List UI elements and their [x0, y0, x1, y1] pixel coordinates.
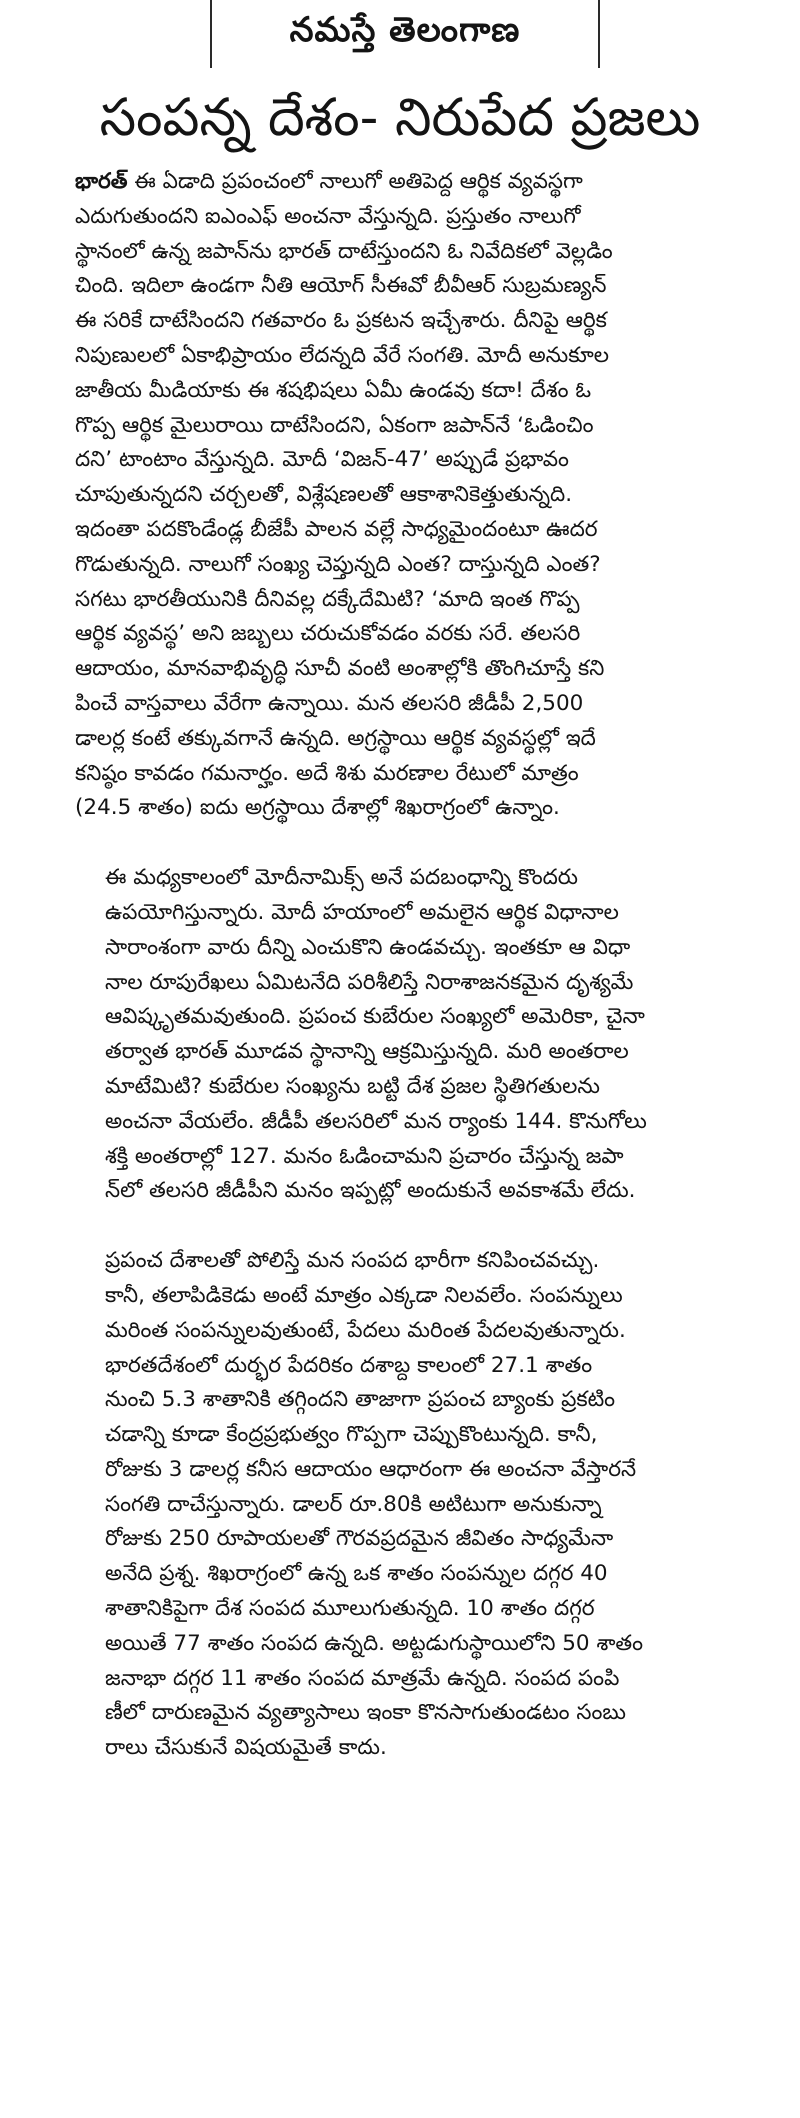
- line-text: మరింత సంపన్నులవుతుంటే, పేదలు మరింత పేదలవుతున్నారు.: [105, 1317, 626, 1343]
- line-text: రోజుకు 250 రూపాయలతో గౌరవప్రదమైన జీవితం సాధ్యమేనా: [105, 1526, 614, 1552]
- line-text: సంగతి దాచేస్తున్నారు. డాలర్ రూ.80కి అటిటుగా అనుకున్నా: [105, 1491, 602, 1517]
- line-text: దని’ టాంటాం వేస్తున్నది. మోదీ ‘విజన్-47’ అప్పుడే ప్రభావం: [75, 447, 569, 473]
- text-line: [75, 1592, 765, 1627]
- line-text: సారాంశంగా వారు దీన్ని ఎంచుకొని ఉండవచ్చు. ఇంతకూ ఆ విధా: [105, 934, 631, 960]
- line-text: ఆదాయం, మానవాభివృద్ధి సూచీ వంటి అంశాల్లోకి తొంగిచూస్తే కని: [75, 656, 605, 682]
- paragraph-3: [75, 1244, 765, 1766]
- line-text: న్‌లో తలసరి జీడీపీని మనం ఇప్పట్లో అందుకునే అవకాశమే లేదు.: [105, 1178, 636, 1204]
- text-line: [75, 513, 765, 548]
- text-line: [75, 1349, 765, 1384]
- line-text: కనిష్ఠం కావడం గమనార్హం. అదే శిశు మరణాల రేటులో మాత్రం: [75, 760, 579, 786]
- text-line: [75, 1453, 765, 1488]
- line-text: చూపుతున్నదని చర్చలతో, విశ్లేషణలతో ఆకాశానికెత్తుతున్నది.: [75, 482, 573, 508]
- line-text: జనాభా దగ్గర 11 శాతం సంపద మాత్రమే ఉన్నది. సంపద పంపి: [105, 1665, 620, 1691]
- text-line: [75, 896, 765, 931]
- line-text: రోజుకు 3 డాలర్ల కనీస ఆదాయం ఆధారంగా ఈ అంచనా వేస్తారనే: [105, 1456, 637, 1482]
- line-text: ఇదంతా పదకొండేండ్ల బీజేపీ పాలన వల్లే సాధ్యమైందంటూ ఊదర: [75, 516, 598, 542]
- text-line: [75, 374, 765, 409]
- line-text: ఈ ఏడాది ప్రపంచంలో నాలుగో అతిపెద్ద ఆర్థిక వ్యవస్థగా: [127, 169, 583, 194]
- text-line: [75, 443, 765, 478]
- text-line: [75, 1383, 765, 1418]
- line-text: ప్రపంచ దేశాలతో పోలిస్తే మన సంపద భారీగా కనిపించవచ్చు.: [105, 1248, 600, 1274]
- text-line: [75, 165, 765, 200]
- line-text: పించే వాస్తవాలు వేరేగా ఉన్నాయి. మన తలసరి జీడీపీ 2,500: [75, 690, 584, 716]
- text-line: [75, 1070, 765, 1105]
- line-text: కానీ, తలాపిడికెడు అంటే మాత్రం ఎక్కడా నిలవలేం. సంపన్నులు: [105, 1282, 623, 1308]
- text-line: [75, 339, 765, 374]
- text-line: [75, 757, 765, 792]
- newspaper-masthead: [210, 0, 600, 68]
- text-line: [75, 1174, 765, 1209]
- text-line: [75, 966, 765, 1001]
- text-line: [75, 1418, 765, 1453]
- line-text: చింది. ఇదిలా ఉండగా నీతి ఆయోగ్ సీఈవో బీవీఆర్ సుబ్రమణ్యన్: [75, 273, 607, 299]
- text-line: [75, 1557, 765, 1592]
- paragraph-2: [75, 861, 765, 1209]
- text-line: [75, 1314, 765, 1349]
- line-text: నుంచి 5.3 శాతానికి తగ్గిందని తాజాగా ప్రపంచ బ్యాంకు ప్రకటిం: [105, 1387, 616, 1413]
- text-line: [75, 652, 765, 687]
- line-text: రాలు చేసుకునే విషయమైతే కాదు.: [105, 1735, 387, 1761]
- text-line: [75, 1696, 765, 1731]
- text-line: [75, 1035, 765, 1070]
- text-line: [75, 861, 765, 896]
- lead-word: భారత్: [75, 169, 128, 194]
- text-line: [75, 1000, 765, 1035]
- text-line: [75, 1731, 765, 1766]
- line-text: ఈ సరికే దాటేసిందని గతవారం ఓ ప్రకటన ఇచ్చేశారు. దీనిపై ఆర్థిక: [75, 308, 607, 334]
- line-text: నాల రూపురేఖలు ఏమిటనేది పరిశీలిస్తే నిరాశాజనకమైన దృశ్యమే: [105, 969, 634, 995]
- line-text: జాతీయ మీడియాకు ఈ శషభిషలు ఏమీ ఉండవు కదా! దేశం ఓ: [75, 377, 592, 403]
- line-text: తర్వాత భారత్ మూడవ స్థానాన్ని ఆక్రమిస్తున్నది. మరి అంతరాల: [105, 1039, 629, 1065]
- text-line: [75, 1244, 765, 1279]
- line-text: ఎదుగుతుందని ఐఎంఎఫ్ అంచనా వేస్తున్నది. ప్రస్తుతం నాలుగో: [75, 203, 581, 229]
- text-line: [75, 409, 765, 444]
- text-line: [75, 1522, 765, 1557]
- text-line: [75, 791, 765, 826]
- text-line: [75, 1140, 765, 1175]
- text-line: [75, 931, 765, 966]
- text-line: [75, 687, 765, 722]
- text-line: [75, 1627, 765, 1662]
- text-line: [75, 304, 765, 339]
- line-text: నిపుణులలో ఏకాభిప్రాయం లేదన్నది వేరే సంగతి. మోదీ అనుకూల: [75, 342, 610, 368]
- line-text: అయితే 77 శాతం సంపద ఉన్నది. అట్టడుగుస్థాయిలోని 50 శాతం: [105, 1630, 644, 1656]
- text-line: [75, 583, 765, 618]
- paragraph-1: [75, 165, 765, 826]
- line-text: అంచనా వేయలేం. జీడీపీ తలసరిలో మన ర్యాంకు 144. కొనుగోలు: [105, 1108, 647, 1134]
- text-line: [75, 1279, 765, 1314]
- line-text: సగటు భారతీయునికి దీనివల్ల దక్కేదేమిటి? ‘మాది ఇంత గొప్ప: [75, 586, 580, 612]
- line-text: ఈ మధ్యకాలంలో మోదీనామిక్స్ అనే పదబంధాన్ని కొందరు: [105, 865, 578, 891]
- article-headline: సంపన్న దేశం- నిరుపేద ప్రజలు: [99, 88, 701, 148]
- line-text: ణీలో దారుణమైన వ్యత్యాసాలు ఇంకా కొనసాగుతుండటం సంబు: [105, 1700, 626, 1726]
- line-text: డాలర్ల కంటే తక్కువగానే ఉన్నది. అగ్రస్థాయి ఆర్థిక వ్యవస్థల్లో ఇదే: [75, 725, 596, 751]
- line-text: గొప్ప ఆర్థిక మైలురాయి దాటేసిందని, ఏకంగా జపాన్‌నే ‘ఓడించిం: [75, 412, 594, 438]
- line-text: ఆవిష్కృతమవుతుంది. ప్రపంచ కుబేరుల సంఖ్యలో అమెరికా, చైనా: [105, 1004, 645, 1030]
- line-text: స్థానంలో ఉన్న జపాన్‌ను భారత్ దాటేస్తుందని ఓ నివేదికలో వెల్లడిం: [75, 238, 613, 264]
- line-text: శక్తి అంతరాల్లో 127. మనం ఓడించామని ప్రచారం చేస్తున్న జపా: [105, 1143, 624, 1169]
- text-line: [75, 235, 765, 270]
- text-line: [75, 478, 765, 513]
- text-line: [75, 200, 765, 235]
- text-line: [75, 617, 765, 652]
- text-line: [75, 1105, 765, 1140]
- text-line: [75, 548, 765, 583]
- text-line: [75, 722, 765, 757]
- text-line: [75, 1488, 765, 1523]
- text-line: [75, 269, 765, 304]
- article-body: [75, 165, 765, 1766]
- line-text: చడాన్ని కూడా కేంద్రప్రభుత్వం గొప్పగా చెప్పుకొంటున్నది. కానీ,: [105, 1422, 598, 1448]
- masthead-title: నమస్తే తెలంగాణ: [289, 10, 521, 50]
- line-text: శాతానికిపైగా దేశ సంపద మూలుగుతున్నది. 10 శాతం దగ్గర: [105, 1596, 595, 1622]
- line-text: (24.5 శాతం) ఐదు అగ్రస్థాయి దేశాల్లో శిఖరాగ్రంలో ఉన్నాం.: [75, 795, 560, 821]
- line-text: భారతదేశంలో దుర్భర పేదరికం దశాబ్ద కాలంలో 27.1 శాతం: [105, 1352, 593, 1378]
- line-text: మాటేమిటి? కుబేరుల సంఖ్యను బట్టి దేశ ప్రజల స్థితిగతులను: [105, 1073, 600, 1099]
- line-text: ఆర్థిక వ్యవస్థ’ అని జబ్బలు చరుచుకోవడం వరకు సరే. తలసరి: [75, 621, 581, 647]
- line-text: అనేది ప్రశ్న. శిఖరాగ్రంలో ఉన్న ఒక శాతం సంపన్నుల దగ్గర 40: [105, 1561, 608, 1587]
- line-text: ఉపయోగిస్తున్నారు. మోదీ హయాంలో అమలైన ఆర్థిక విధానాల: [105, 899, 619, 925]
- text-line: [75, 1662, 765, 1697]
- line-text: గొడుతున్నది. నాలుగో సంఖ్య చెప్తున్నది ఎంత? దాస్తున్నది ఎంత?: [75, 551, 601, 577]
